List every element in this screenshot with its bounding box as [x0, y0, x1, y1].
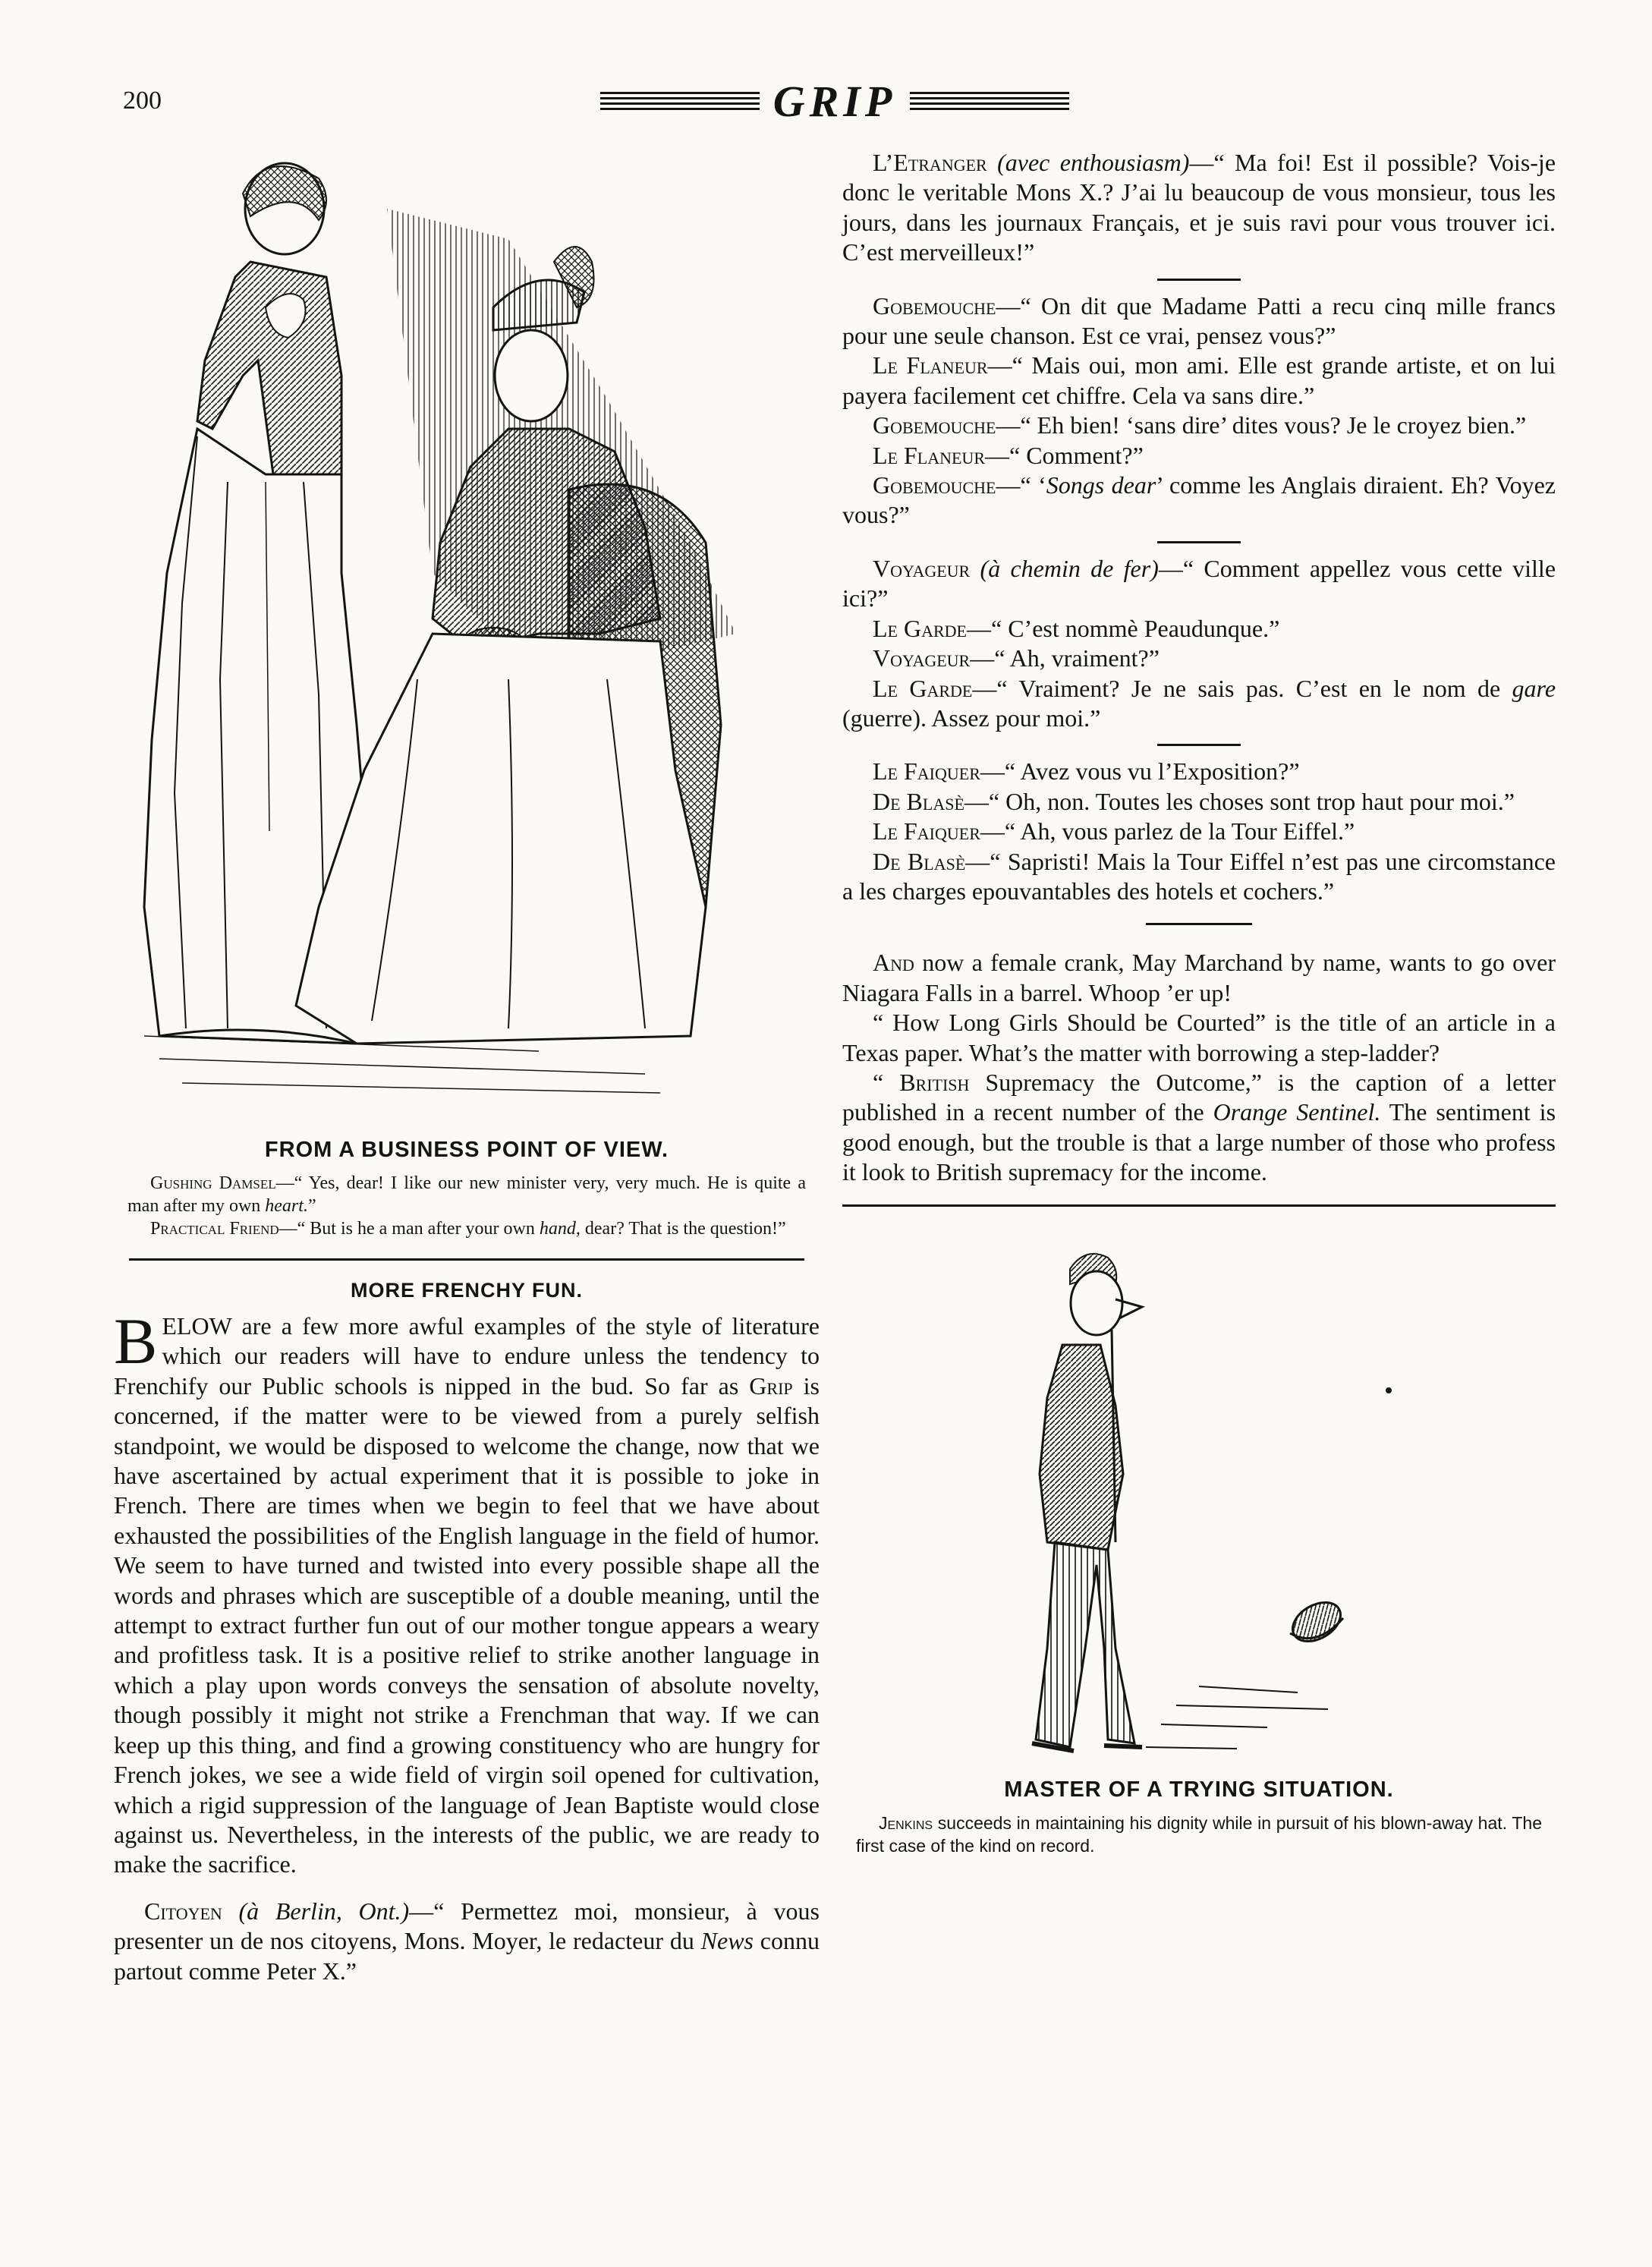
n3-b: Supremacy the Outcome,” is the caption of a letter published in a recent number of the	[842, 1068, 1556, 1126]
figure2-caption	[856, 1812, 1542, 1857]
article-p1-grip: Grip	[749, 1371, 793, 1400]
d2-line2-text: —“ Mais oui, mon ami. Elle est grande artiste, et on lui payera facilement cet chiffre. Cela va sans dire.”	[842, 351, 1556, 409]
masthead-rule-right	[910, 92, 1069, 112]
d4-line1-text: —“ Avez vous vu l’Exposition?”	[980, 757, 1300, 786]
d4-line4-text: —“ Sapristi! Mais la Tour Eiffel n’est pas une circomstance a les charges epouvantables des hotels et cochers.”	[842, 847, 1556, 905]
figure1-caption-line1	[127, 1172, 806, 1217]
d3-line4	[842, 674, 1556, 734]
figure1-line1-em: heart.	[265, 1196, 308, 1216]
d2-line5-em: Songs dear	[1046, 471, 1156, 499]
walking-man	[1032, 1254, 1142, 1751]
figure1-line2-text: —“ But is he a man after your own	[278, 1219, 540, 1239]
d4-line3-text: —“ Ah, vous parlez de la Tour Eiffel.”	[980, 817, 1355, 845]
n3-british: British	[899, 1068, 970, 1096]
masthead	[114, 76, 1556, 137]
d2-line2	[842, 351, 1556, 411]
dialogue-gobemouche	[842, 291, 1556, 531]
figure1-line1-text: —“ Yes, dear! I like our new minister very, very much. He is quite a man after my own	[127, 1173, 806, 1216]
speaker-voyageur: Voyageur	[873, 644, 971, 672]
citoyen-paragraph	[114, 1897, 820, 1986]
illustration-two-women	[114, 148, 820, 1127]
n3-em: Orange Sentinel.	[1213, 1098, 1381, 1126]
etranger-line	[842, 148, 1556, 268]
news-item-crank-text: now a female crank, May Marchand by name, wants to go over Niagara Falls in a barrel. Whoop ’er up!	[842, 949, 1556, 1006]
short-divider	[1157, 541, 1241, 543]
n3-c: The sentiment is good enough, but the trouble is that a large number of those who profess it look to British supremacy for the income.	[842, 1098, 1556, 1186]
speaker-le-faiquer: Le Faiquer	[873, 817, 980, 845]
news-items	[842, 948, 1556, 1187]
d3-line1-text: —“ Comment appellez vous cette ville ici?”	[842, 554, 1556, 612]
etranger-em: (avec enthousiasm)	[997, 149, 1190, 176]
right-column	[842, 148, 1556, 1857]
d2-line5	[842, 471, 1556, 531]
figure1-line2-em: hand,	[539, 1219, 581, 1239]
man-chasing-hat-engraving	[842, 1223, 1556, 1777]
figure1-line2-end: dear? That is the question!”	[580, 1219, 786, 1239]
speaker-gobemouche: Gobemouche	[873, 291, 996, 320]
speaker-de-blase: De Blasè	[873, 847, 966, 875]
two-women-engraving	[114, 148, 820, 1127]
speaker-le-garde: Le Garde	[873, 614, 967, 642]
citoyen-text-b: connu partout comme Peter X.”	[114, 1927, 820, 1985]
d2-line1-text: —“ On dit que Madame Patti a recu cinq mille francs pour une seule chanson. Est ce vrai, pensez vous?”	[842, 291, 1556, 350]
news-item-crank	[842, 948, 1556, 1008]
d3-line2	[842, 614, 1556, 644]
d3-line3-text: —“ Ah, vraiment?”	[970, 644, 1160, 672]
divider	[842, 1204, 1556, 1207]
speaker-gobemouche: Gobemouche	[873, 471, 996, 499]
figure1-line1-end: ”	[307, 1196, 316, 1216]
speaker-citoyen: Citoyen	[144, 1897, 222, 1925]
speaker-le-garde: Le Garde	[873, 674, 973, 702]
speaker-etranger: L’Etranger	[873, 149, 987, 176]
d3-line1-em: (à chemin de fer)	[980, 554, 1159, 582]
d4-line4	[842, 847, 1556, 907]
speaker-gushing-damsel: Gushing Damsel	[150, 1173, 276, 1193]
d2-line3	[842, 411, 1556, 440]
n3-a: “	[873, 1068, 900, 1096]
d4-line2-text: —“ Oh, non. Toutes les choses sont trop haut pour moi.”	[964, 787, 1515, 815]
dialogue-voyageur	[842, 554, 1556, 733]
citoyen-news: News	[700, 1927, 754, 1955]
citoyen-em: (à Berlin, Ont.)	[238, 1897, 410, 1925]
d2-line4-text: —“ Comment?”	[985, 441, 1144, 469]
ground-lines	[1146, 1686, 1328, 1749]
d2-line5-a: —“ ‘	[996, 471, 1046, 499]
news-and: And	[873, 949, 914, 977]
illustration-man-chasing-hat	[842, 1223, 1556, 1777]
speaker-gobemouche: Gobemouche	[873, 411, 996, 439]
speaker-le-faiquer: Le Faiquer	[873, 757, 980, 786]
d2-line3-text: —“ Eh bien! ‘sans dire’ dites vous? Je le croyez bien.”	[996, 411, 1527, 439]
short-divider	[1157, 279, 1241, 281]
d2-line4	[842, 441, 1556, 471]
d2-line5-b: ’ comme les Anglais diraient. Eh? Voyez vous?”	[842, 471, 1556, 529]
d3-line4-a: —“ Vraiment? Je ne sais pas. C’est en le nom de	[972, 674, 1512, 702]
speaker-jenkins: Jenkins	[879, 1812, 933, 1833]
page-number: 200	[123, 87, 162, 115]
d3-line3	[842, 644, 1556, 673]
speaker-le-flaneur: Le Flaneur	[873, 351, 988, 379]
dialogue-etranger	[842, 148, 1556, 268]
d4-line3	[842, 817, 1556, 846]
d3-line4-em: gare	[1512, 674, 1556, 702]
journal-title: GRIP	[773, 77, 897, 126]
article-p1-a: ELOW are a few more awful examples of the style of literature which our readers will have to endure unless the tendency to Frenchify our Public schools is nipped in the bud. So far as	[114, 1312, 820, 1400]
seated-woman	[296, 247, 706, 1044]
d3-line4-b: (guerre). Assez pour moi.”	[842, 704, 1101, 732]
d3-line2-text: —“ C’est nommè Peaudunque.”	[966, 614, 1280, 642]
masthead-title	[114, 76, 1556, 127]
article-heading: MORE FRENCHY FUN.	[350, 1279, 583, 1302]
article-paragraph	[114, 1305, 820, 1880]
short-divider	[1157, 744, 1241, 746]
news-item-courted: “ How Long Girls Should be Courted” is the title of an article in a Texas paper. What’s the matter with borrowing a step-ladder?	[842, 1009, 1556, 1066]
speaker-le-flaneur: Le Flaneur	[873, 441, 985, 469]
masthead-rule-left	[600, 92, 760, 112]
dialogue-faiquer	[842, 757, 1556, 906]
news-item-supremacy	[842, 1068, 1556, 1188]
speaker-voyageur: Voyageur	[873, 554, 971, 582]
citoyen-text-a: —“ Permettez moi, monsieur, à vous presenter un de nos citoyens, Mons. Moyer, le redacteur du	[114, 1897, 820, 1955]
figure1-title: FROM A BUSINESS POINT OF VIEW.	[264, 1138, 669, 1162]
drop-cap: B	[114, 1305, 158, 1378]
etranger-text: —“ Ma foi! Est il possible? Vois-je donc le veritable Mons X.? J’ai lu beaucoup de vous monsieur, tous les jours, dans les journaux Français, et je suis ravi pour vous trouver ici. C’est merveilleux!”	[842, 149, 1556, 266]
d4-line2	[842, 787, 1556, 817]
figure2-text: succeeds in maintaining his dignity while in pursuit of his blown-away hat. The first case of the kind on record.	[856, 1812, 1542, 1856]
short-divider	[1146, 923, 1252, 925]
d2-line1	[842, 291, 1556, 351]
figure1-caption-line2	[127, 1217, 806, 1240]
speaker-practical-friend: Practical Friend	[150, 1219, 279, 1239]
d3-line1	[842, 554, 1556, 614]
blown-hat	[1286, 1595, 1348, 1649]
left-column	[114, 148, 820, 1994]
article-p1-b: is concerned, if the matter were to be viewed from a purely selfish standpoint, we would be disposed to welcome the change, now that we have ascertained by actual experiment that it is possible to joke in French. There are times when we begin to feel that we have about exhausted the possibilities of the English language in the field of humor. We seem to have turned and twisted into every possible shape all the words and phrases which are susceptible of a double meaning, until the attempt to extract further fun out of our mother tongue appears a weary and profitless task. It is a positive relief to strike another language in which a play upon words conveys the sensation of absolute novelty, though possibly it might not strike a Frenchman that way. If we can keep up this thing, and find a growing constituency who are hungry for French jokes, we see a wide field of virgin soil opened for cultivation, which a rigid suppression of the language of Jean Baptiste would close against us. Nevertheless, in the interests of the public, we are ready to make the sacrifice.	[114, 1371, 820, 1878]
speaker-de-blase: De Blasè	[873, 787, 964, 815]
d4-line1	[842, 757, 1556, 786]
figure2-title: MASTER OF A TRYING SITUATION.	[1004, 1777, 1394, 1802]
divider	[129, 1258, 804, 1261]
